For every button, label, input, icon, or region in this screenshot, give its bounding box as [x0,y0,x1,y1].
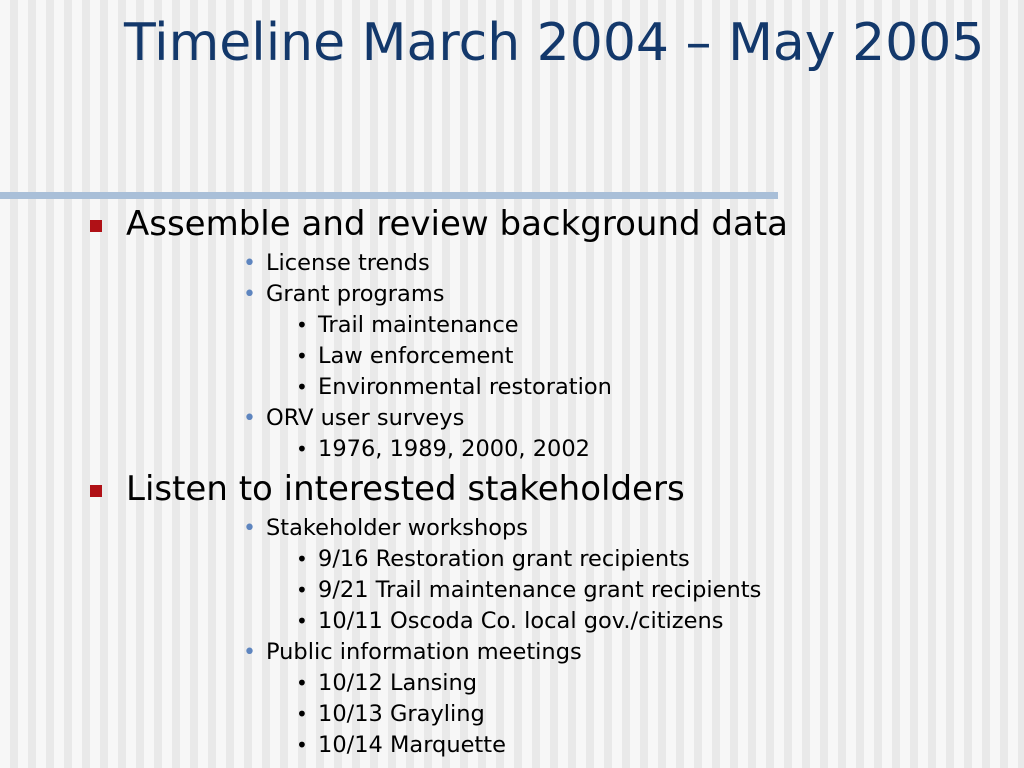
dot-bullet-icon: • [296,344,308,368]
level3-bullet-text: Law enforcement [318,343,514,369]
level1-bullet-text: Assemble and review background data [126,204,788,244]
slide-title: Timeline March 2004 – May 2005 [124,13,985,73]
dot-bullet-icon: • [296,609,308,633]
section-item [0,200,1024,465]
level3-bullet [0,544,1024,575]
level3-bullet [0,341,1024,372]
title-divider [0,192,778,199]
level3-bullet [0,606,1024,637]
level2-bullet [0,513,1024,544]
level2-bullet-text: ORV user surveys [266,405,465,431]
dot-bullet-icon: • [296,702,308,726]
dot-bullet-icon: • [296,733,308,757]
dot-bullet-icon: • [243,640,256,665]
level2-bullet [0,403,1024,434]
level3-bullet-text: 9/21 Trail maintenance grant recipients [318,577,762,603]
dot-bullet-icon: • [243,251,256,276]
level2-bullet [0,279,1024,310]
level2-bullet-text: Stakeholder workshops [266,515,528,541]
level2-bullet [0,248,1024,279]
level2-bullet-text: Public information meetings [266,639,582,665]
bullet-list [0,200,1024,761]
level3-bullet-text: Trail maintenance [318,312,519,338]
level2-list [0,513,1024,761]
level2-bullet-text: License trends [266,250,430,276]
level3-bullet [0,575,1024,606]
dot-bullet-icon: • [243,516,256,541]
square-bullet-icon [90,220,102,232]
level1-bullet [0,200,1024,248]
level3-bullet [0,372,1024,403]
level3-bullet-text: 10/14 Marquette [318,732,506,758]
level1-bullet-text: Listen to interested stakeholders [126,469,685,509]
level3-bullet-text: 10/11 Oscoda Co. local gov./citizens [318,608,724,634]
level3-bullet-text: Environmental restoration [318,374,612,400]
level3-bullet-text: 1976, 1989, 2000, 2002 [318,436,590,462]
dot-bullet-icon: • [296,437,308,461]
dot-bullet-icon: • [243,282,256,307]
square-bullet-icon [90,485,102,497]
level1-bullet [0,465,1024,513]
level3-bullet [0,310,1024,341]
level3-bullet [0,434,1024,465]
level2-bullet [0,637,1024,668]
dot-bullet-icon: • [296,313,308,337]
section-item [0,465,1024,761]
level2-list [0,248,1024,465]
level3-bullet [0,730,1024,761]
level3-bullet-text: 10/12 Lansing [318,670,478,696]
dot-bullet-icon: • [296,547,308,571]
level3-bullet [0,668,1024,699]
dot-bullet-icon: • [243,406,256,431]
level3-bullet-text: 10/13 Grayling [318,701,485,727]
level2-bullet-text: Grant programs [266,281,445,307]
level3-bullet [0,699,1024,730]
dot-bullet-icon: • [296,671,308,695]
level3-bullet-text: 9/16 Restoration grant recipients [318,546,690,572]
dot-bullet-icon: • [296,578,308,602]
dot-bullet-icon: • [296,375,308,399]
